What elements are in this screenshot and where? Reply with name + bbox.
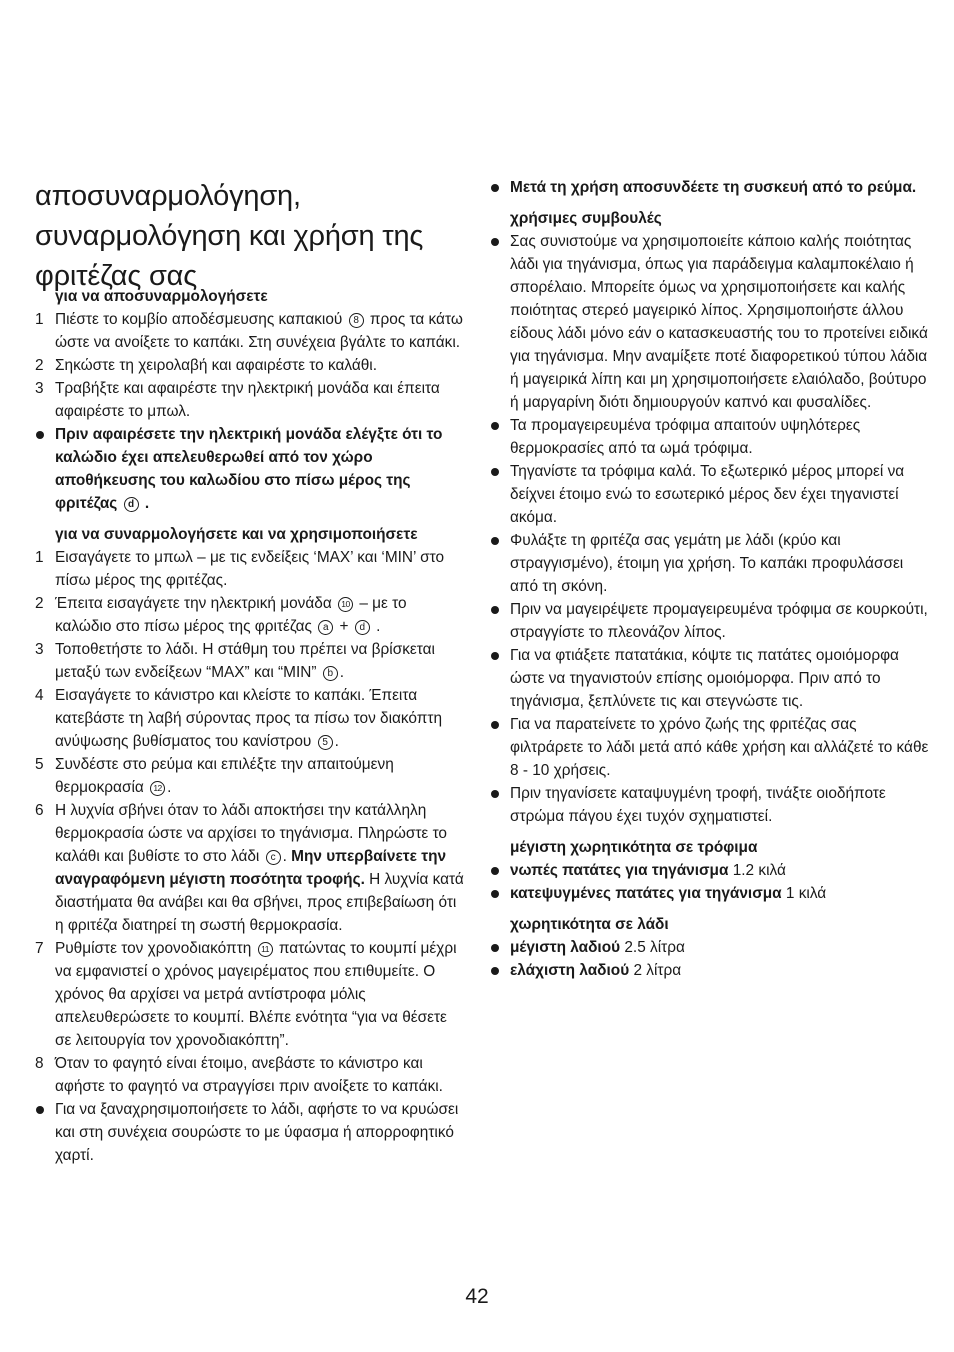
assemble-step-3 [35,638,467,684]
bullet-icon [491,468,499,476]
note-text: Για να ξαναχρησιμοποιήσετε το λάδι, αφήστε το να κρυώσει και στη συνέχεια σουρώστε το με ύφασμα ή απορροφητικό χαρτί. [55,1101,459,1164]
ref-8-icon: 8 [349,313,364,328]
step-number: 2 [35,357,44,374]
tip-item [490,230,930,414]
assemble-step-2 [35,592,467,638]
ref-d-icon: d [355,620,370,635]
step-number: 5 [35,756,44,773]
assemble-step-1 [35,546,467,592]
disassemble-step-3 [35,377,467,423]
oil-item [490,959,930,982]
step-text: – με το καλώδιο στο πίσω μέρος της φριτέζας [55,595,407,635]
tip-text: Σας συνιστούμε να χρησιμοποιείτε κάποιο καλής ποιότητας λάδι για τηγάνισμα, όπως για παράδειγμα καλαμποκέλαιο ή σπορέλαιο. Μπορείτε όμως να χρησιμοποιήσετε και καλής ποιότητας στερεό μαγειρικό λίπος. Χρησιμοποιήστε άλλου είδους λάδι μόνο εάν ο κατασκευαστής του το προτείνει ειδικά για τηγάνισμα. Μην αναμίξετε ποτέ διαφορετικού τύπου λάδια ή μαγειρικά λίπη και μη χρησιμοποιήσετε ελαιόλαδο, βούτυρο ή μαργαρίνη διότι δημιουργούν καπνό και φυσαλίδες. [510,233,928,411]
step-text: προς τα κάτω ώστε να ανοίξετε το καπάκι. Στη συνέχεια βγάλτε το καπάκι. [55,311,463,351]
bullet-icon [36,1106,44,1114]
step-number: 3 [35,380,44,397]
bullet-icon [491,721,499,729]
step-text: Η λυχνία σβήνει όταν το λάδι αποκτήσει την κατάλληλη θερμοκρασία ώστε να αρχίσει το τηγάνισμα. Πληρώστε το καλάθι και βυθίστε το στο λάδι [55,802,447,865]
tip-text: Φυλάξτε τη φριτέζα σας γεμάτη με λάδι (κρύο και στραγγισμένο), έτοιμη για χρήση. Το καπάκι προφυλάσσει από τη σκόνη. [510,532,904,595]
ref-d-icon: d [124,497,139,512]
step-text: Ρυθμίστε τον χρονοδιακόπτη [55,940,252,957]
step-number: 3 [35,641,44,658]
punctuation: . [167,779,172,796]
oil-capacity-heading: χωρητικότητα σε λάδι [510,916,669,933]
tip-item [490,713,930,782]
disassemble-step-1 [35,308,467,354]
step-number: 7 [35,940,44,957]
bullet-icon [491,422,499,430]
step-text: Συνδέστε στο ρεύμα και επιλέξτε την απαιτούμενη θερμοκρασία [55,756,394,796]
step-text: Πιέστε το κομβίο αποδέσμευσης καπακιού [55,311,343,328]
assemble-step-4 [35,684,467,753]
bullet-icon [491,652,499,660]
ref-11-icon: 11 [258,942,273,957]
title-line-1: αποσυναρμολόγηση, [35,180,301,212]
page-title [35,176,475,296]
tip-text: Για να φτιάξετε πατατάκια, κόψτε τις πατάτες ομοιόμορφα ώστε να τηγανιστούν επίσης ομοιόμορφα. Πριν από το τηγάνισμα, ξεπλύνετε τις και στεγνώστε τις. [510,647,899,710]
tip-text: Για να παρατείνετε το χρόνο ζωής της φριτέζας σας φιλτράρετε το λάδι μετά από κάθε χρήση και αλλάζετέ το κάθε 8 - 10 χρήσεις. [510,716,929,779]
punctuation: . [334,733,339,750]
step-text: πατώντας το κουμπί μέχρι να εμφανιστεί ο χρόνος μαγειρέματος που επιθυμείτε. Ο χρόνος θα αρχίσει να μετρά αντίστροφα μόλις απελευθερώσετε το κουμπί. Βλέπε ενότητα “για να θέσετε σε λειτουργία τον χρονοδιακόπτη”. [55,940,457,1049]
oil-label: ελάχιστη λαδιού [510,962,630,979]
oil-value: 2 λίτρα [633,962,682,979]
tip-text: Πριν να μαγειρέψετε προμαγειρευμένα τρόφιμα σε κουρκούτι, στραγγίστε το πλεονάζον λίπος. [510,601,928,641]
step-warning-text: Μην υπερβαίνετε την αναγραφόμενη μέγιστη ποσότητα τροφής. [55,848,447,888]
tip-item [490,782,930,828]
punctuation: . [339,664,345,681]
bullet-icon [491,790,499,798]
capacity-label: νωπές πατάτες για τηγάνισμα [510,862,729,879]
bullet-icon [491,867,499,875]
step-text: Όταν το φαγητό είναι έτοιμο, ανεβάστε το κάνιστρο και αφήστε το φαγητό να στραγγίσει πριν ανοίξετε το καπάκι. [55,1055,443,1095]
bullet-icon [491,238,499,246]
punctuation: . [144,495,150,512]
disassemble-step-2 [35,354,467,377]
step-text: Σηκώστε τη χειρολαβή και αφαιρέστε το καλάθι. [55,357,377,374]
tip-item [490,644,930,713]
bullet-icon [491,537,499,545]
bullet-icon [491,944,499,952]
assemble-step-6 [35,799,467,937]
capacity-label: κατεψυγμένες πατάτες για τηγάνισμα [510,885,782,902]
step-text: Εισαγάγετε το μπωλ – με τις ενδείξεις ‘MAX’ και ‘MIN’ στο πίσω μέρος της φριτέζας. [55,549,445,589]
step-text: Η λυχνία κατά διαστήματα θα ανάβει και θα σβήνει, προς επιβεβαίωση ότι η φριτέζα διατηρεί τη σωστή θερμοκρασία. [55,871,464,934]
plus-sign: + [339,618,349,635]
punctuation: . [376,618,381,635]
ref-a-icon: a [318,620,333,635]
step-text: Έπειτα εισαγάγετε την ηλεκτρική μονάδα [55,595,332,612]
oil-value: 2.5 λίτρα [624,939,685,956]
capacity-item [490,882,930,905]
step-text: Τραβήξτε και αφαιρέστε την ηλεκτρική μονάδα και έπειτα αφαιρέστε το μπωλ. [55,380,440,420]
page-number: 42 [465,1285,489,1308]
step-number: 8 [35,1055,44,1072]
step-number: 1 [35,311,44,328]
capacity-value: 1 κιλά [785,885,827,902]
step-text: Τοποθετήστε το λάδι. Η στάθμη του πρέπει να βρίσκεται μεταξύ των ενδείξεων “MAX” και “MIN” [55,641,435,681]
assemble-step-7 [35,937,467,1052]
step-number: 6 [35,802,44,819]
tip-item [490,460,930,529]
right-column [490,176,930,982]
disassemble-heading: για να αποσυναρμολογήσετε [55,288,268,305]
ref-c-icon: c [266,850,281,865]
ref-b-icon: b [323,666,338,681]
tip-item [490,529,930,598]
bullet-icon [491,890,499,898]
bullet-icon [36,431,44,439]
title-line-2: συναρμολόγηση και χρήση της [35,220,424,252]
tips-heading: χρήσιμες συμβουλές [510,210,662,227]
assemble-heading: για να συναρμολογήσετε και να χρησιμοποιήσετε [55,526,418,543]
tip-text: Πριν τηγανίσετε καταψυγμένη τροφή, τινάξτε οιοδήποτε στρώμα πάγου έχει τυχόν σχηματιστεί. [510,785,886,825]
warning-text: Πριν αφαιρέσετε την ηλεκτρική μονάδα ελέγξτε ότι το καλώδιο έχει απελευθερωθεί από τον χώρο αποθήκευσης του καλωδίου στο πίσω μέρος της φριτέζας [55,426,443,512]
step-number: 1 [35,549,44,566]
step-number: 2 [35,595,44,612]
tip-item [490,414,930,460]
step-text: Εισαγάγετε το κάνιστρο και κλείστε το καπάκι. Έπειτα κατεβάστε τη λαβή σύροντας προς τα πίσω τον διακόπτη ανύψωσης βυθίσματος του κανίστρου [55,687,443,750]
note-text: Μετά τη χρήση αποσυνδέετε τη συσκευή από το ρεύμα. [510,179,917,196]
food-capacity-heading: μέγιστη χωρητικότητα σε τρόφιμα [510,839,758,856]
unplug-note [490,176,930,199]
ref-5-icon: 5 [318,735,333,750]
bullet-icon [491,967,499,975]
disassemble-warning [35,423,467,515]
reuse-oil-note [35,1098,467,1167]
bullet-icon [491,184,499,192]
capacity-value: 1.2 κιλά [732,862,786,879]
tip-text: Τηγανίστε τα τρόφιμα καλά. Το εξωτερικό μέρος μπορεί να δείχνει έτοιμο ενώ το εσωτερικό μέρος δεν έχει τηγανιστεί ακόμα. [510,463,905,526]
title-line-3: φριτέζας σας [35,260,198,292]
ref-10-icon: 10 [338,597,353,612]
tip-item [490,598,930,644]
oil-item [490,936,930,959]
capacity-item [490,859,930,882]
ref-12-icon: 12 [150,781,165,796]
tip-text: Τα προμαγειρευμένα τρόφιμα απαιτούν υψηλότερες θερμοκρασίες από τα ωμά τρόφιμα. [510,417,861,457]
bullet-icon [491,606,499,614]
step-number: 4 [35,687,44,704]
punctuation: . [282,848,287,865]
assemble-step-5 [35,753,467,799]
assemble-step-8 [35,1052,467,1098]
oil-label: μέγιστη λαδιού [510,939,621,956]
left-column [35,285,467,1167]
